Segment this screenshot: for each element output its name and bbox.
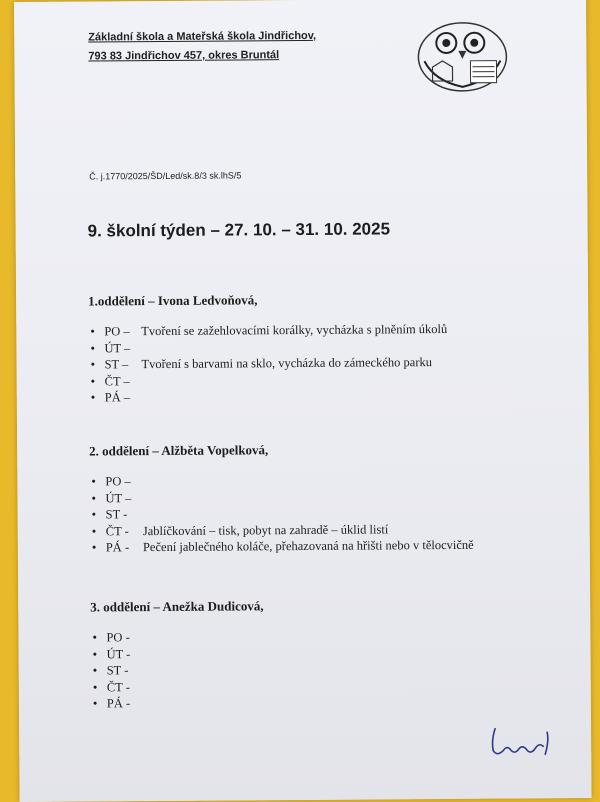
day-label: PO – [105,473,139,490]
reference-number: Č. j.1770/2025/ŠD/Led/sk.8/3 sk.lhS/5 [89,170,241,181]
owl-school-logo-icon [414,21,511,94]
activity-text: Pečení jablečného koláče, přehazovaná na hřišti nebo v tělocvičně [143,538,474,554]
day-label: ÚT - [107,646,141,663]
handwritten-signature-icon [489,720,559,760]
school-address: 793 83 Jindřichov 457, okres Bruntál [88,49,279,62]
day-label: ČT – [105,373,139,390]
section-heading: 1.oddělení – Ivona Ledvoňová, [88,291,447,310]
section-group-3 [90,598,264,712]
section-group-2 [89,441,474,556]
activity-text: Jablíčkování – tisk, pobyt na zahradě – úklid listí [143,522,389,538]
day-list [88,321,448,406]
list-item [105,387,448,406]
activity-text: Tvoření se zažehlovacími korálky, vycházka s plněním úkolů [141,322,447,338]
page-title: 9. školní týden – 27. 10. – 31. 10. 2025 [88,219,391,241]
day-label: PO – [104,323,138,340]
day-label: ČT - [107,679,141,696]
list-item [107,678,264,696]
section-heading: 3. oddělení – Anežka Dudicová, [90,598,263,615]
section-group-1 [88,291,448,406]
list-item [106,537,474,556]
list-item [106,628,263,646]
day-label: PÁ - [106,539,140,556]
day-label: ST - [106,506,140,523]
day-list [89,471,473,556]
day-label: ÚT – [104,340,138,357]
day-label: PÁ - [107,695,141,712]
list-item [107,661,264,679]
document-page [14,0,592,802]
day-label: PÁ – [105,389,139,406]
school-name: Základní škola a Mateřská škola Jindřichov, [88,30,316,44]
list-item [107,645,264,663]
day-label: PO - [106,629,140,646]
day-label: ST – [104,356,138,373]
section-heading: 2. oddělení – Alžběta Vopelková, [89,441,473,460]
activity-text: Tvoření s barvami na sklo, vycházka do zámeckého parku [141,355,432,371]
day-label: ÚT – [105,490,139,507]
day-label: ST - [107,662,141,679]
day-list [90,628,264,712]
day-label: ČT - [106,523,140,540]
list-item [107,694,264,712]
